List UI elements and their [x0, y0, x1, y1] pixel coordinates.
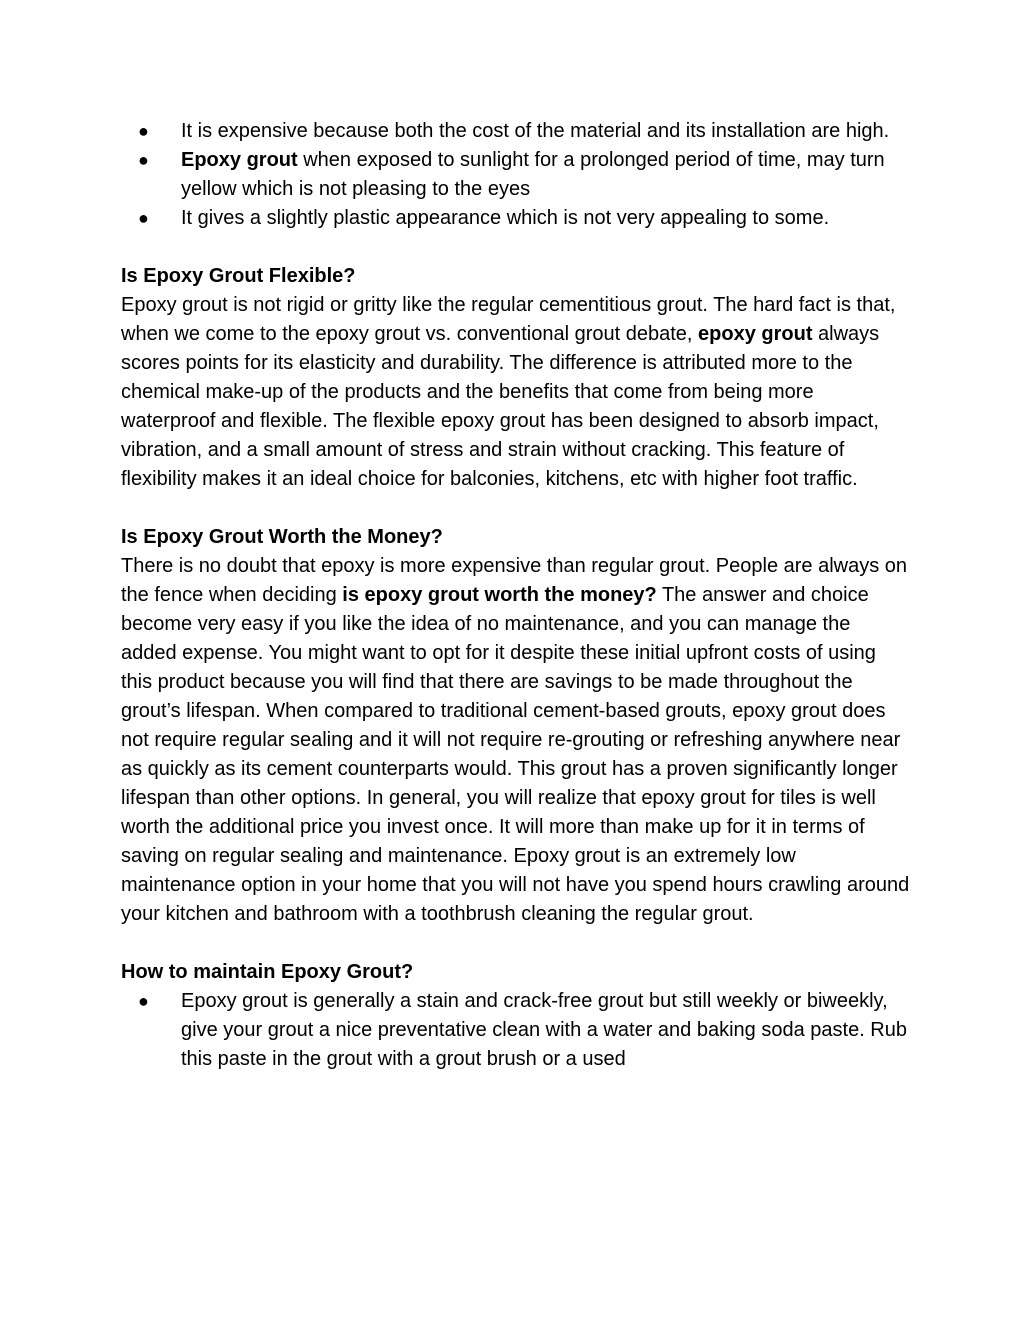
section-maintain: [121, 958, 911, 1074]
paragraph-text: always scores points for its elasticity and durability. The difference is attributed more to the chemical make-up of the products and the benefits that come from being more waterproof and flexible. The flexible epoxy grout has been designed to absorb impact, vibration, and a small amount of stress and strain without cracking. This feature of flexibility makes it an ideal choice for balconies, kitchens, etc with higher foot traffic.: [121, 323, 880, 490]
bullet-icon: ●: [138, 150, 149, 170]
section-paragraph: [121, 552, 911, 929]
document-page: [121, 117, 911, 1074]
paragraph-gap: [121, 233, 911, 262]
list-item: [121, 987, 911, 1074]
paragraph-gap: [121, 494, 911, 523]
bullet-icon: ●: [138, 121, 149, 141]
paragraph-gap: [121, 929, 911, 958]
paragraph-text: The answer and choice become very easy if you like the idea of no maintenance, and you can manage the added expense. You might want to opt for it despite these initial upfront costs of using this product because you will find that there are savings to be made throughout the grout’s lifespan. When compared to traditional cement-based grouts, epoxy grout does not require regular sealing and it will not require re-grouting or refreshing anywhere near as quickly as its cement counterparts would. This grout has a proven significantly longer lifespan than other options. In general, you will realize that epoxy grout for tiles is well worth the additional price you invest once. It will more than make up for it in terms of saving on regular sealing and maintenance. Epoxy grout is an extremely low maintenance option in your home that you will not have you spend hours crawling around your kitchen and bathroom with a toothbrush cleaning the regular grout.: [121, 584, 910, 925]
list-item: [121, 117, 911, 146]
maintain-list: [121, 987, 911, 1074]
section-worth: [121, 523, 911, 929]
list-item-text: when exposed to sunlight for a prolonged period of time, may turn yellow which is not pleasing to the eyes: [181, 149, 885, 200]
list-item-text: Epoxy grout is generally a stain and crack-free grout but still weekly or biweekly, give your grout a nice preventative clean with a water and baking soda paste. Rub this paste in the grout with a grout brush or a used: [181, 990, 907, 1070]
list-item-text: It gives a slightly plastic appearance which is not very appealing to some.: [181, 207, 830, 229]
list-item: [121, 204, 911, 233]
list-item-text: It is expensive because both the cost of the material and its installation are high.: [181, 120, 890, 142]
paragraph-bold-text: epoxy grout: [698, 323, 813, 345]
paragraph-bold-text: is epoxy grout worth the money?: [342, 584, 657, 606]
bullet-icon: ●: [138, 991, 149, 1011]
section-paragraph: [121, 291, 911, 494]
section-heading: Is Epoxy Grout Worth the Money?: [121, 526, 443, 548]
section-heading: How to maintain Epoxy Grout?: [121, 961, 414, 983]
cons-list: [121, 117, 911, 233]
section-flexible: [121, 262, 911, 494]
section-heading: Is Epoxy Grout Flexible?: [121, 265, 356, 287]
paragraph-text: There is no doubt that epoxy is more expensive than regular grout. People are always on the fence when deciding: [121, 555, 908, 606]
list-item-bold-text: Epoxy grout: [181, 149, 298, 171]
bullet-icon: ●: [138, 208, 149, 228]
list-item: [121, 146, 911, 204]
paragraph-text: Epoxy grout is not rigid or gritty like the regular cementitious grout. The hard fact is that, when we come to the epoxy grout vs. conventional grout debate,: [121, 294, 896, 345]
